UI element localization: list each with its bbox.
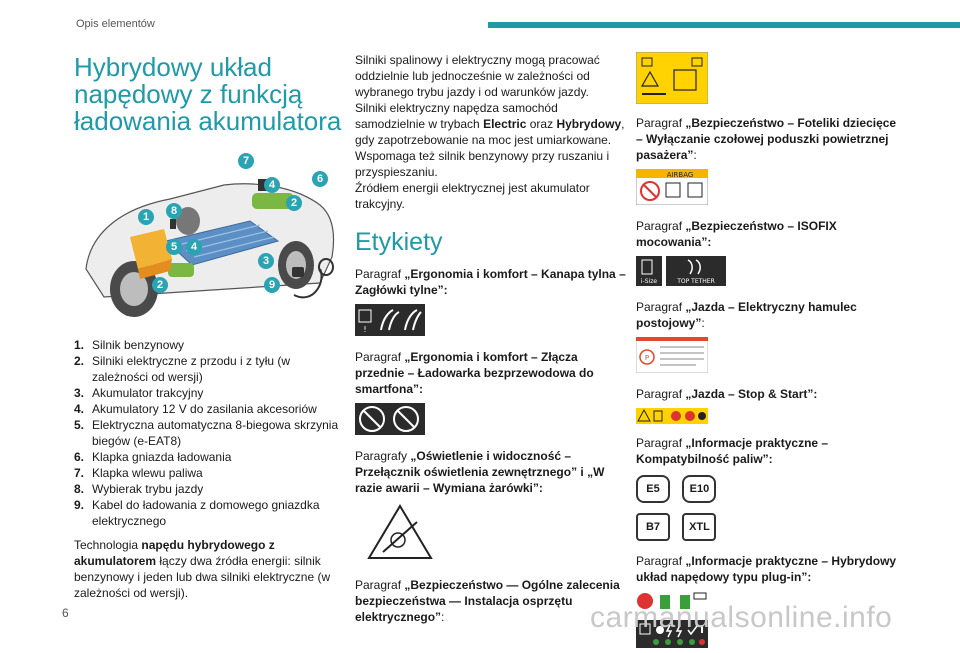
list-item bbox=[74, 337, 342, 353]
ref-post: : bbox=[701, 316, 705, 330]
p2-mid: oraz bbox=[526, 117, 557, 131]
ref-wireless-charger bbox=[355, 349, 627, 397]
paragraph-2 bbox=[355, 100, 627, 148]
ref-pre: Paragraf bbox=[636, 116, 686, 130]
item-text: Klapka gniazda ładowania bbox=[92, 450, 232, 464]
list-item bbox=[74, 353, 342, 385]
item-text: Elektryczna automatyczna 8-biegowa skrzynia biegów (e-EAT8) bbox=[92, 418, 339, 448]
ref-pre: Paragraf bbox=[636, 300, 686, 314]
column-3 bbox=[636, 52, 906, 653]
item-text: Klapka wlewu paliwa bbox=[92, 466, 203, 480]
fuel-badges-row-2 bbox=[636, 513, 906, 541]
p2-pre: Silniki elektryczny napędza samochód samodzielnie w trybach bbox=[355, 101, 558, 131]
ref-pre: Paragrafy bbox=[355, 449, 411, 463]
list-item bbox=[74, 497, 342, 529]
ref-pre: Paragraf bbox=[636, 436, 686, 450]
ref-pre: Paragraf bbox=[355, 267, 405, 281]
parts-list bbox=[74, 337, 342, 529]
airbag-label-icon bbox=[636, 169, 708, 205]
callout-4b: 4 bbox=[186, 239, 202, 255]
airbag-label-text: AIRBAG bbox=[666, 171, 694, 179]
tech-pre: Technologia bbox=[74, 538, 142, 552]
p2-bold-1: Electric bbox=[483, 117, 527, 131]
callout-5: 5 bbox=[166, 239, 182, 255]
ref-bold: „Jazda – Elektryczny hamulec postojowy” bbox=[636, 300, 857, 330]
item-number: 1. bbox=[74, 338, 85, 352]
callout-1: 1 bbox=[138, 209, 154, 225]
item-number: 7. bbox=[74, 466, 85, 480]
ref-isofix bbox=[636, 218, 906, 250]
no-card-icon bbox=[355, 403, 425, 435]
ref-stop-start bbox=[636, 386, 906, 402]
callout-4: 4 bbox=[264, 177, 280, 193]
ref-lighting bbox=[355, 448, 627, 496]
list-item bbox=[74, 465, 342, 481]
ref-bold: „Bezpieczeństwo – ISOFIX mocowania”: bbox=[636, 219, 837, 249]
hybrid-car-illustration bbox=[74, 149, 342, 329]
ref-parking-brake bbox=[636, 299, 906, 331]
callout-6: 6 bbox=[312, 171, 328, 187]
paragraph-1: Silniki spalinowy i elektryczny mogą pracować oddzielnie lub jednocześnie w zależności od wybranego trybu jazdy i od warunków jazdy. bbox=[355, 53, 600, 99]
isofix-icons bbox=[636, 256, 906, 291]
ref-bold: „Oświetlenie i widoczność – Przełącznik oświetlenia zewnętrznego” i „W razie awarii – Wymiana żarówki”: bbox=[355, 449, 605, 495]
ref-post: : bbox=[441, 610, 445, 624]
list-item bbox=[74, 417, 342, 449]
ref-child-seats bbox=[636, 115, 906, 163]
callout-7: 7 bbox=[238, 153, 254, 169]
ref-bold: „Informacje praktyczne – Hybrydowy układ napędowy typu plug-in”: bbox=[636, 554, 897, 584]
callout-2: 2 bbox=[286, 195, 302, 211]
ref-plugin-hybrid bbox=[636, 553, 906, 585]
stop-start-label-wrap bbox=[636, 408, 906, 429]
car-cutaway-icon bbox=[74, 149, 342, 329]
bulb-warning-icon bbox=[365, 502, 435, 562]
isize-text: i-Size bbox=[640, 278, 658, 285]
fuel-xtl-icon: XTL bbox=[682, 513, 716, 541]
ref-bold: „Informacje praktyczne – Kompatybilność paliw”: bbox=[636, 436, 829, 466]
tech-bold: napędu hybrydowego z akumulatorem bbox=[74, 538, 275, 568]
paragraph-3: Wspomaga też silnik benzynowy przy ruszaniu i przyspieszaniu. bbox=[355, 149, 610, 179]
section-title: Hybrydowy układ napędowy z funkcją ładowania akumulatora bbox=[74, 52, 342, 136]
item-text: Akumulator trakcyjny bbox=[92, 386, 204, 400]
airbag-warning-label-icon bbox=[636, 52, 708, 104]
headrest-label-icons bbox=[355, 304, 627, 341]
svg-text:!: ! bbox=[363, 325, 367, 334]
ref-electrical-safety bbox=[355, 577, 627, 625]
charger-label-icons bbox=[355, 403, 627, 440]
airbag-label-wrap bbox=[636, 169, 906, 210]
item-number: 2. bbox=[74, 354, 85, 368]
item-number: 8. bbox=[74, 482, 85, 496]
paragraph-4: Źródłem energii elektrycznej jest akumulator trakcyjny. bbox=[355, 181, 590, 211]
stop-start-label-icon bbox=[636, 408, 708, 424]
ref-pre: Paragraf bbox=[355, 578, 405, 592]
item-number: 5. bbox=[74, 418, 85, 432]
callout-8: 8 bbox=[166, 203, 182, 219]
header-accent-bar bbox=[488, 22, 960, 28]
callout-3: 3 bbox=[258, 253, 274, 269]
item-number: 4. bbox=[74, 402, 85, 416]
column-2 bbox=[355, 52, 627, 625]
ref-bold: „Bezpieczeństwo – Foteliki dziecięce – Wyłączanie czołowej poduszki powietrznej pasażera” bbox=[636, 116, 897, 162]
column-1 bbox=[74, 54, 342, 601]
item-number: 6. bbox=[74, 450, 85, 464]
item-text: Akumulatory 12 V do zasilania akcesoriów bbox=[92, 402, 317, 416]
parking-brake-label-icon bbox=[636, 337, 708, 373]
item-text: Silnik benzynowy bbox=[92, 338, 185, 352]
bulb-warning-icon-wrap bbox=[365, 502, 627, 567]
ref-rear-headrests bbox=[355, 266, 627, 298]
ref-pre: Paragraf bbox=[636, 554, 686, 568]
ref-bold: „Ergonomia i komfort – Złącza przednie – Ładowarka bezprzewodowa do smartfona”: bbox=[355, 350, 594, 396]
list-item bbox=[74, 481, 342, 497]
item-number: 3. bbox=[74, 386, 85, 400]
item-text: Silniki elektryczne z przodu i z tyłu (w zależności od wersji) bbox=[92, 354, 291, 384]
list-item bbox=[74, 401, 342, 417]
airbag-yellow-label-wrap bbox=[636, 52, 906, 109]
ref-fuel-compat bbox=[636, 435, 906, 467]
item-number: 9. bbox=[74, 498, 85, 512]
watermark: carmanualsonline.info bbox=[590, 601, 893, 634]
fuel-e5-icon: E5 bbox=[636, 475, 670, 503]
tech-post: łączy dwa źródła energii: silnik benzynowy i jeden lub dwa silniki elektryczne (w zależności od wersji). bbox=[74, 554, 331, 600]
labels-title: Etykiety bbox=[355, 228, 443, 256]
fuel-b7-icon: B7 bbox=[636, 513, 670, 541]
list-item bbox=[74, 385, 342, 401]
headrest-label-icon bbox=[355, 304, 425, 336]
callout-9: 9 bbox=[264, 277, 280, 293]
svg-text:P: P bbox=[644, 354, 650, 362]
p2-post: , gdy zapotrzebowanie na moc jest umiarkowane. bbox=[355, 117, 625, 147]
ref-post: : bbox=[693, 148, 697, 162]
ref-bold: „Jazda – Stop & Start”: bbox=[685, 387, 818, 401]
ref-pre: Paragraf bbox=[636, 219, 686, 233]
technology-paragraph bbox=[74, 537, 342, 601]
fuel-e10-icon: E10 bbox=[682, 475, 716, 503]
callout-2b: 2 bbox=[152, 277, 168, 293]
ref-bold: „Bezpieczeństwo — Ogólne zalecenia bezpieczeństwa — Instalacja osprzętu elektrycznego” bbox=[355, 578, 620, 624]
ref-bold: „Ergonomia i komfort – Kanapa tylna – Zagłówki tylne”: bbox=[355, 267, 626, 297]
item-text: Wybierak trybu jazdy bbox=[92, 482, 204, 496]
item-text: Kabel do ładowania z domowego gniazdka elektrycznego bbox=[92, 498, 320, 528]
ref-pre: Paragraf bbox=[636, 387, 686, 401]
p2-bold-2: Hybrydowy bbox=[556, 117, 622, 131]
list-item bbox=[74, 449, 342, 465]
isofix-label-icon bbox=[636, 256, 726, 286]
fuel-badges-row-1 bbox=[636, 475, 906, 503]
top-tether-text: TOP TETHER bbox=[677, 278, 715, 285]
ref-pre: Paragraf bbox=[355, 350, 405, 364]
header-section-title: Opis elementów bbox=[76, 18, 155, 30]
parking-brake-label-wrap bbox=[636, 337, 906, 378]
page-number: 6 bbox=[62, 606, 69, 620]
